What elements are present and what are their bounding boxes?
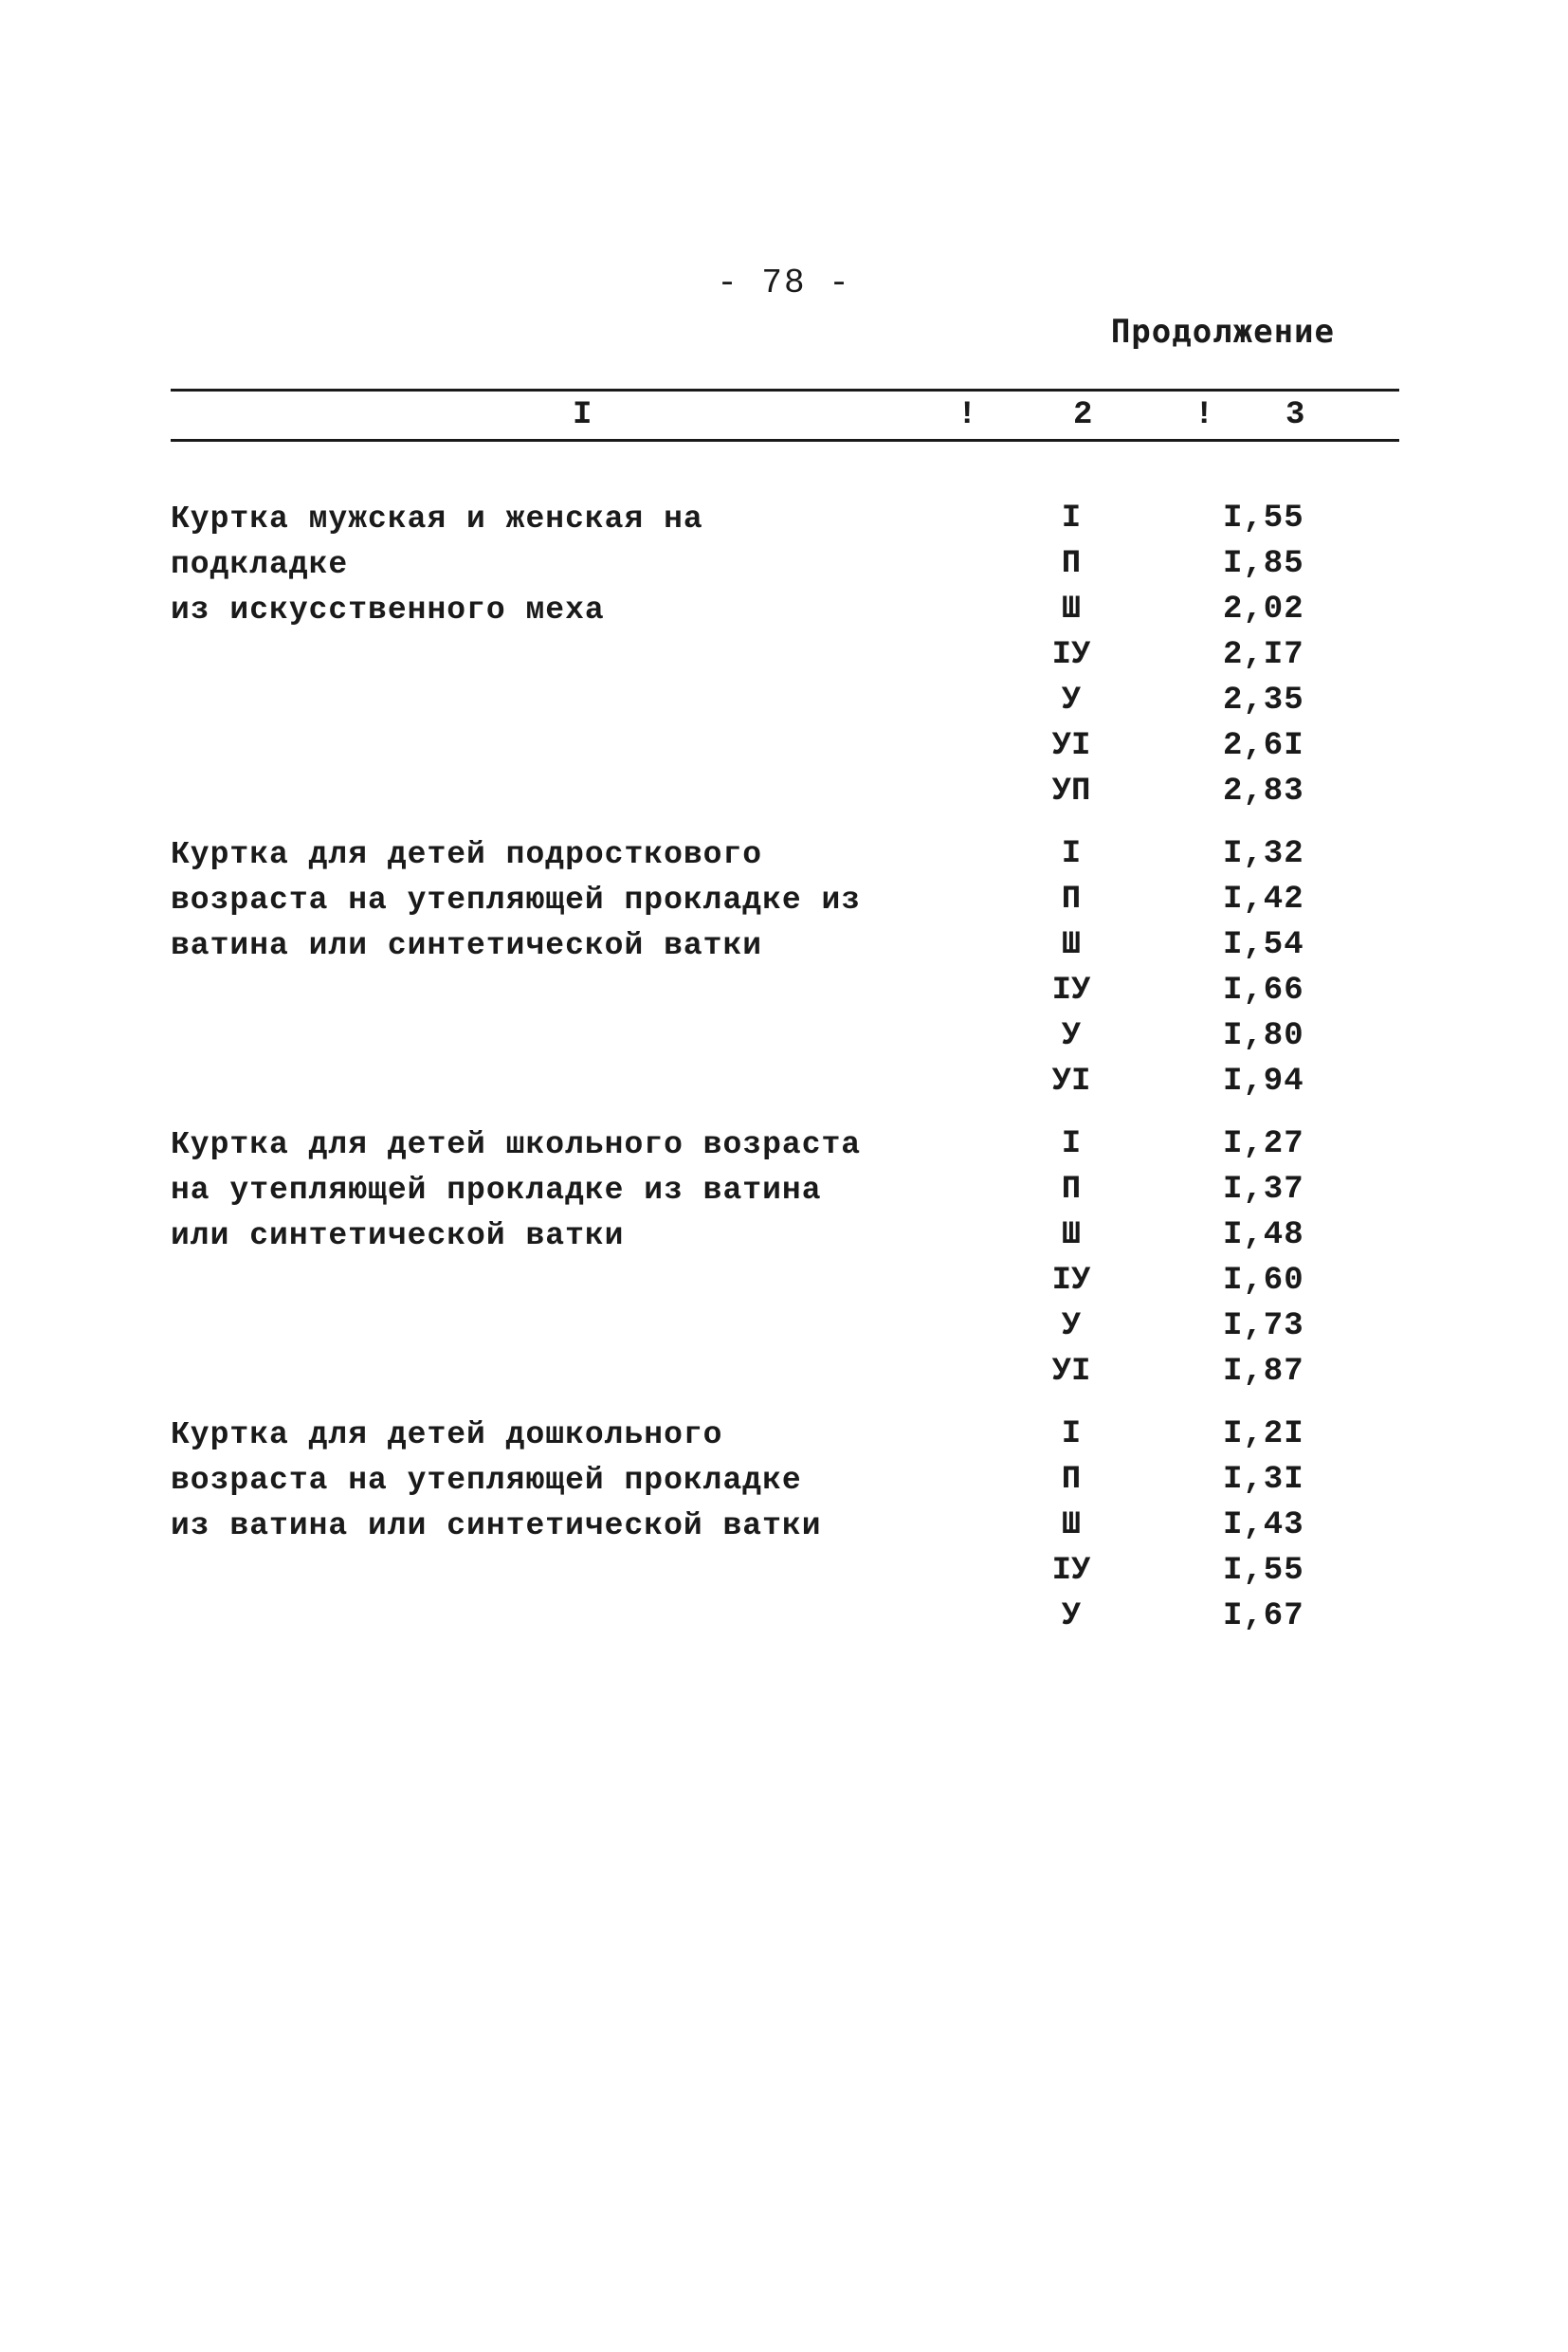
coefficient-cell: I,42 [1223,882,1304,918]
table-header-rule [171,439,1399,442]
header-col-3: 3 [1285,397,1305,433]
coefficient-cell: 2,6I [1223,728,1304,764]
size-group-cell: УI [1051,728,1091,764]
table-row [171,969,1399,1014]
coefficient-cell: I,43 [1223,1507,1304,1543]
size-group-cell: Ш [1061,592,1082,628]
coefficient-cell: I,66 [1223,973,1304,1009]
coefficient-table [171,389,1399,1657]
size-group-cell: П [1061,546,1082,582]
coefficient-cell: I,67 [1223,1598,1304,1634]
size-rows [171,1122,1399,1395]
size-group-cell: УП [1051,774,1091,810]
table-row [171,770,1399,815]
table-row [171,497,1399,542]
coefficient-cell: I,2I [1223,1416,1304,1452]
table-row [171,1060,1399,1105]
coefficient-cell: I,85 [1223,546,1304,582]
table-row [171,588,1399,633]
coefficient-cell: 2,I7 [1223,637,1304,673]
size-group-cell: П [1061,1172,1082,1208]
coefficient-cell: I,37 [1223,1172,1304,1208]
size-group-cell: I [1061,1416,1082,1452]
table-body [171,497,1399,1640]
item-description: Куртка мужская и женская на подкладке из искусственного меха [171,501,703,628]
size-group-cell: УI [1051,1064,1091,1100]
table-row [171,1549,1399,1595]
coefficient-cell: I,60 [1223,1263,1304,1299]
size-group-cell: IУ [1051,1553,1091,1589]
table-row [171,1504,1399,1549]
coefficient-cell: I,3I [1223,1462,1304,1498]
size-group-cell: I [1061,836,1082,872]
size-group-cell: IУ [1051,973,1091,1009]
page-number: - 78 - [717,264,851,302]
table-row [171,1304,1399,1350]
coefficient-cell: I,55 [1223,501,1304,537]
size-rows [171,1413,1399,1640]
table-row [171,1259,1399,1304]
table-row [171,1122,1399,1168]
header-separator-1: ! [957,397,977,433]
coefficient-cell: I,55 [1223,1553,1304,1589]
table-row [171,923,1399,969]
size-group-cell: I [1061,1126,1082,1162]
item-group [171,1122,1399,1395]
size-group-cell: У [1061,683,1082,719]
table-row [171,542,1399,588]
coefficient-cell: I,87 [1223,1354,1304,1390]
coefficient-cell: I,73 [1223,1308,1304,1344]
item-group [171,1413,1399,1640]
table-row [171,1350,1399,1395]
header-col-1: I [573,397,593,433]
coefficient-cell: I,94 [1223,1064,1304,1100]
size-group-cell: У [1061,1018,1082,1054]
table-row [171,679,1399,724]
size-group-cell: П [1061,1462,1082,1498]
size-rows [171,832,1399,1105]
table-row [171,878,1399,923]
coefficient-cell: I,32 [1223,836,1304,872]
size-group-cell: IУ [1051,1263,1091,1299]
item-description: Куртка для детей подросткового возраста на утепляющей прокладке из ватина или синтетической ватки [171,837,862,963]
size-group-cell: У [1061,1598,1082,1634]
table-row [171,1595,1399,1640]
coefficient-cell: I,27 [1223,1126,1304,1162]
item-group [171,497,1399,815]
table-row [171,1458,1399,1504]
table-row [171,1413,1399,1458]
table-header [171,392,1399,439]
size-group-cell: Ш [1061,927,1082,963]
size-group-cell: УI [1051,1354,1091,1390]
item-description: Куртка для детей школьного возраста на утепляющей прокладке из ватина или синтетической ватки [171,1127,862,1253]
coefficient-cell: 2,35 [1223,683,1304,719]
coefficient-cell: I,48 [1223,1217,1304,1253]
item-group [171,832,1399,1105]
size-group-cell: П [1061,882,1082,918]
table-row [171,633,1399,679]
size-group-cell: I [1061,501,1082,537]
size-group-cell: У [1061,1308,1082,1344]
coefficient-cell: 2,83 [1223,774,1304,810]
size-group-cell: Ш [1061,1507,1082,1543]
coefficient-cell: I,80 [1223,1018,1304,1054]
table-row [171,1213,1399,1259]
coefficient-cell: I,54 [1223,927,1304,963]
table-row [171,1014,1399,1060]
item-description: Куртка для детей дошкольного возраста на утепляющей прокладке из ватина или синтетической ватки [171,1417,822,1543]
table-row [171,832,1399,878]
size-group-cell: IУ [1051,637,1091,673]
coefficient-cell: 2,02 [1223,592,1304,628]
continuation-label: Продолжение [1110,313,1335,351]
table-row [171,724,1399,770]
header-separator-2: ! [1194,397,1214,433]
header-col-2: 2 [1073,397,1093,433]
table-row [171,1168,1399,1213]
size-rows [171,497,1399,815]
size-group-cell: Ш [1061,1217,1082,1253]
